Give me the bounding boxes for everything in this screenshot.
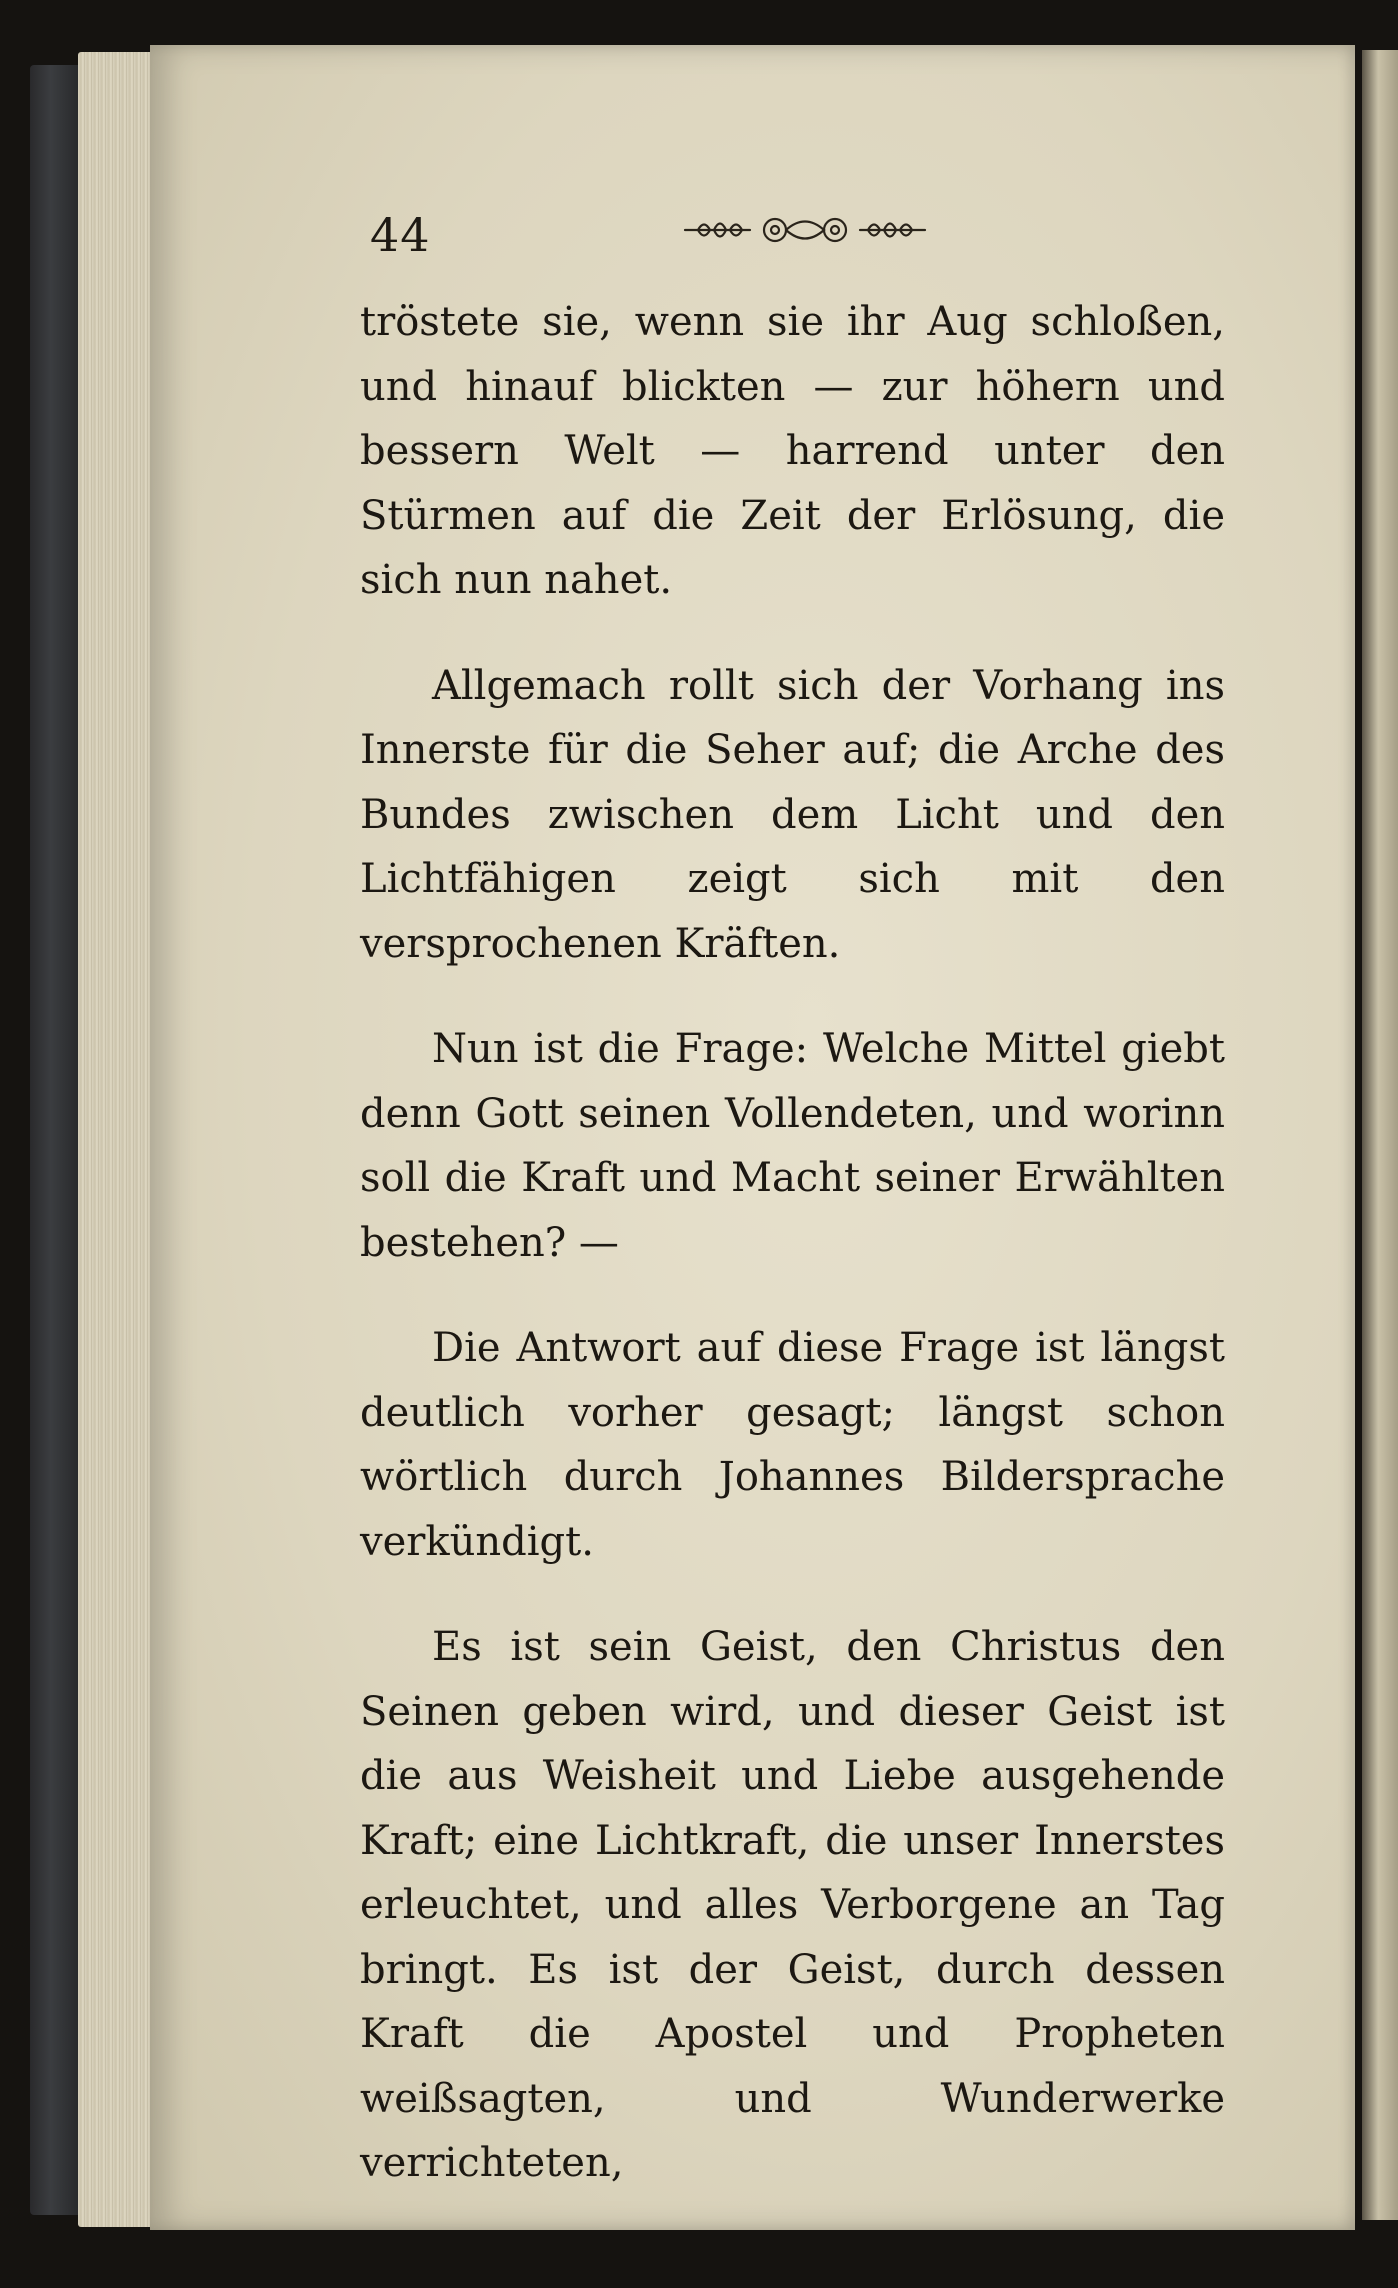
page-number: 44 [370, 208, 431, 262]
book-spine [30, 65, 82, 2215]
floral-ornament-icon [680, 205, 930, 255]
paragraph: Es ist sein Geist, den Christus den Seinen geben wird, und dieser Geist ist die aus Weisheit und Liebe ausgehende Kraft; eine Lichtkraft, die unser Innerstes erleuchtet, und alles Verborgene an Tag bringt. Es ist der Geist, durch dessen Kraft die Apostel und Propheten weißsagten, und Wunderwerke verrichteten, [360, 1624, 1225, 2186]
paragraph: tröstete sie, wenn sie ihr Aug schloßen, und hinauf blickten — zur höhern und bessern Welt — harrend unter den Stürmen auf die Zeit der Erlösung, die sich nun nahet. [360, 299, 1225, 603]
facing-page-edge [1362, 50, 1398, 2220]
paragraph: Allgemach rollt sich der Vorhang ins Innerste für die Seher auf; die Arche des Bundes zwischen dem Licht und den Lichtfähigen zeigt sich mit den versprochenen Kräften. [360, 662, 1225, 967]
paragraph: Die Antwort auf diese Frage ist längst deutlich vorher gesagt; längst schon wörtlich durch Johannes Bildersprache verkündigt. [360, 1325, 1225, 1565]
paragraph: Nun ist die Frage: Welche Mittel giebt denn Gott seinen Vollendeten, und worinn soll die Kraft und Macht seiner Erwählten bestehen? — [360, 1026, 1225, 1266]
page-edges [78, 52, 158, 2227]
body-text [360, 290, 1225, 2237]
